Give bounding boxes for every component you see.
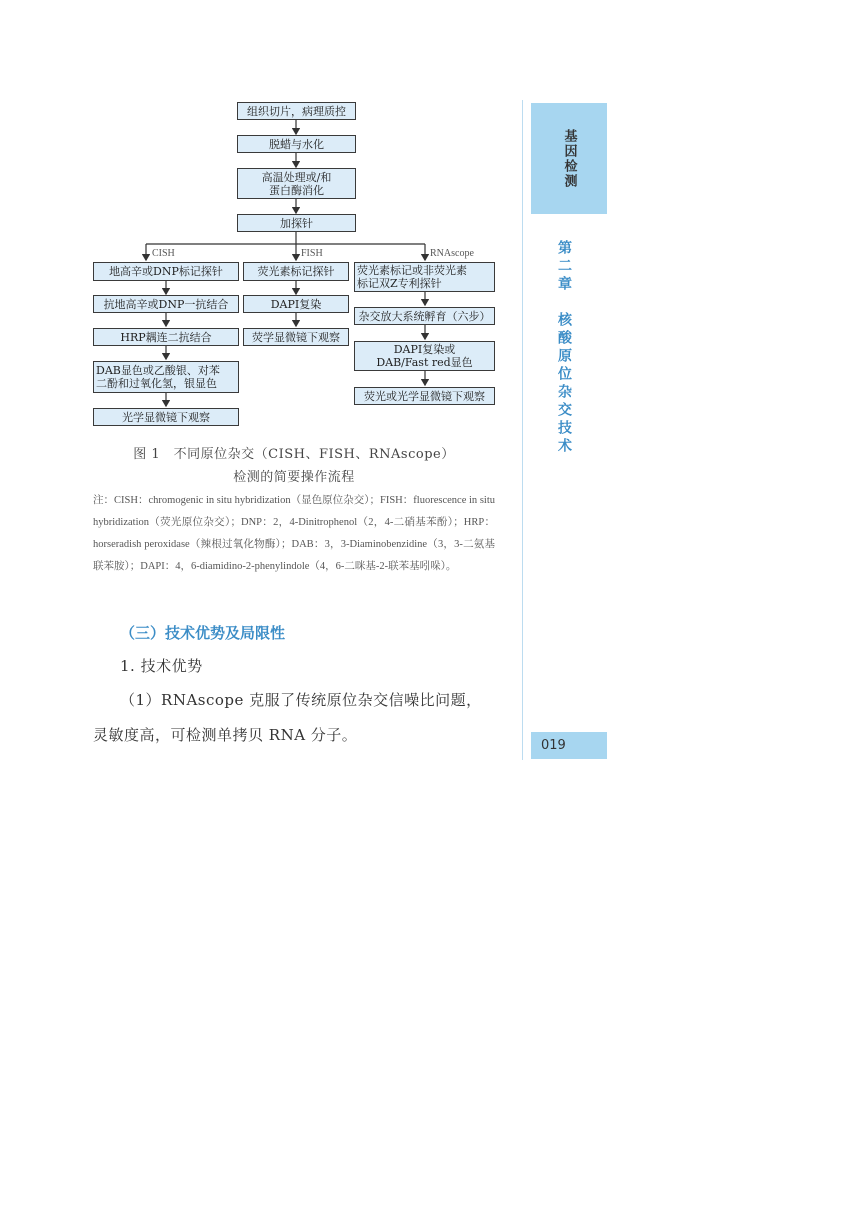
flow-step-add-probe: 加探针: [237, 214, 356, 232]
rnascope-step-4: 荧光或光学显微镜下观察: [354, 387, 495, 405]
rnascope-step-3: DAPI复染或 DAB/Fast red显色: [354, 341, 495, 371]
fish-step-3: 荧学显微镜下观察: [243, 328, 349, 346]
cish-step-4: DAB显色或乙酸银、对苯 二酚和过氧化氢，银显色: [93, 361, 239, 393]
paragraph-line-1: （1）RNAscope 克服了传统原位杂交信噪比问题，: [120, 691, 482, 709]
section-heading: （三）技术优势及局限性: [120, 624, 286, 642]
flow-step-tissue-qc: 组织切片，病理质控: [237, 102, 356, 120]
paragraph-line-2: 灵敏度高，可检测单拷贝 RNA 分子。: [93, 726, 358, 744]
cish-step-1: 地高辛或DNP标记探针: [93, 262, 239, 281]
cish-step-2: 抗地高辛或DNP一抗结合: [93, 295, 239, 313]
section-tab: [531, 103, 607, 214]
flow-step-dewax: 脱蜡与水化: [237, 135, 356, 153]
chapter-title: [531, 240, 597, 460]
cish-step-5: 光学显微镜下观察: [93, 408, 239, 426]
subheading: 1. 技术优势: [120, 657, 203, 675]
branch-label-rnascope: RNAscope: [430, 248, 474, 259]
figure-caption-line2: 检测的简要操作流程: [233, 470, 355, 485]
margin-divider: [522, 100, 523, 760]
flow-step-heat-digest: 高温处理或/和 蛋白酶消化: [237, 168, 356, 199]
page-number: 019: [531, 732, 607, 759]
rnascope-step-2: 杂交放大系统孵育（六步）: [354, 307, 495, 325]
fish-step-2: DAPI复染: [243, 295, 349, 313]
fish-step-1: 荧光素标记探针: [243, 262, 349, 281]
figure-caption-line1: 图 1 不同原位杂交（CISH、FISH、RNAscope）: [133, 447, 455, 462]
branch-label-cish: CISH: [152, 248, 175, 259]
section-tab-label: 基因检测: [561, 128, 577, 189]
figure-note: 注：CISH：chromogenic in situ hybridization（显色原位杂交）；FISH：fluorescence in situ hybridization（荧光原位杂交）；DNP：2，4-Dinitrophenol（2，4-二硝基苯酚）；HRP：horseradish peroxidase（辣根过氧化物酶）；DAB：3，3-Diaminobenzidine（3，3-二氨基联苯胺）；DAPI：4，6-diamidino-2-phenylindole（4，6-二咪基-2-联苯基吲哚）。: [93, 495, 495, 572]
rnascope-step-1: 荧光素标记或非荧光素 标记双Z专利探针: [354, 262, 495, 292]
chapter-title-label: 第二章 核酸原位杂交技术: [556, 240, 572, 456]
branch-label-fish: FISH: [301, 248, 323, 259]
cish-step-3: HRP耦连二抗结合: [93, 328, 239, 346]
